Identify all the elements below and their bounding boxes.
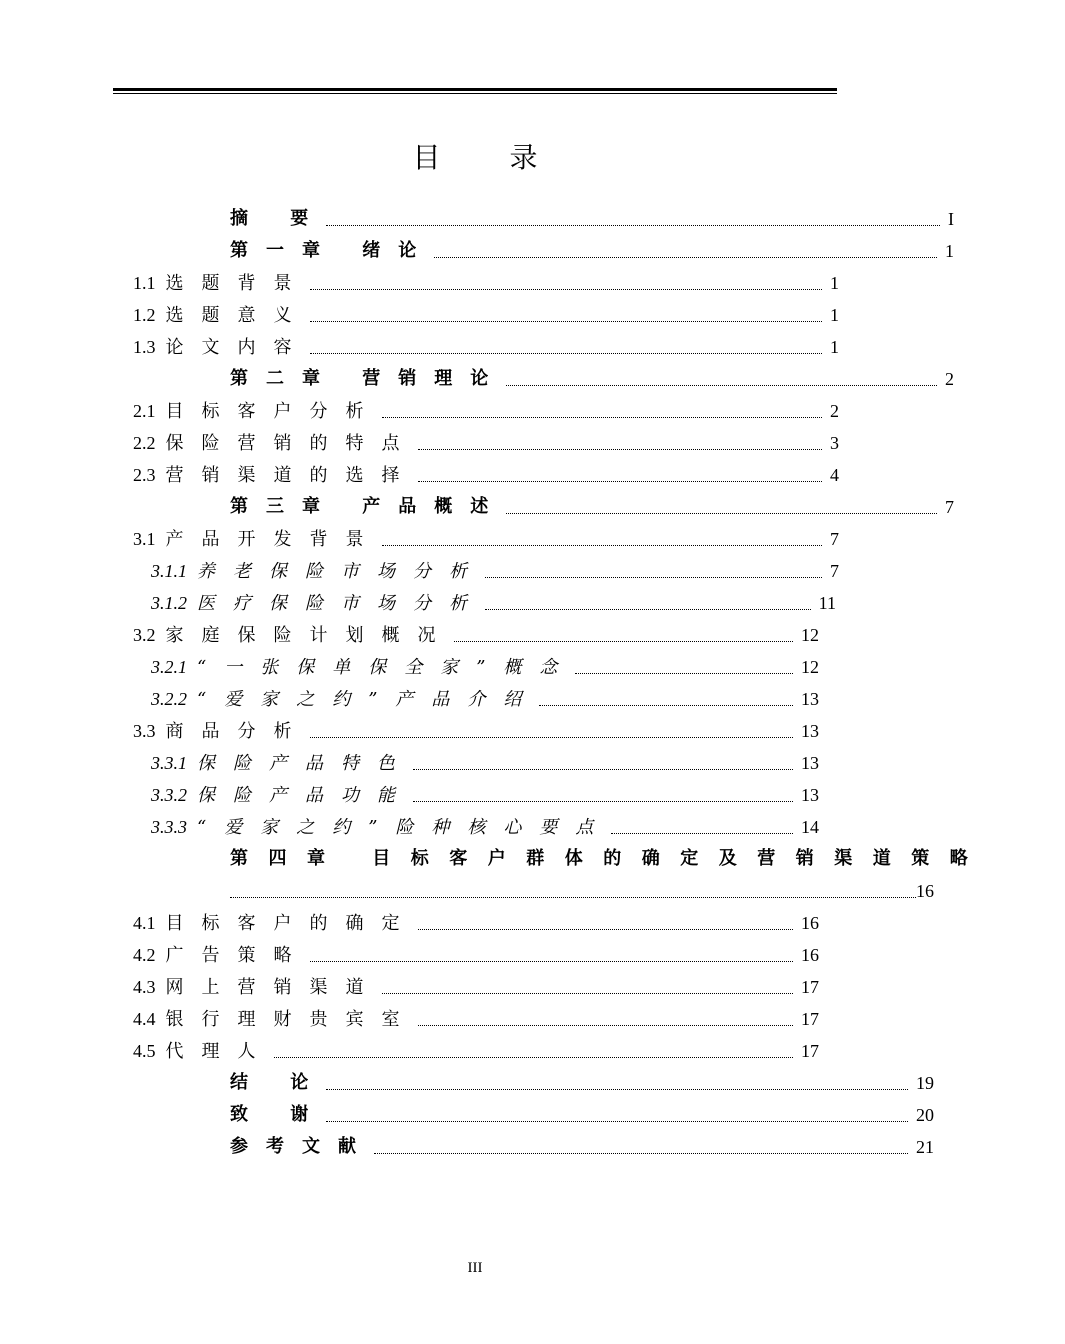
- toc-leader-dots: [374, 1153, 908, 1154]
- toc-leader-dots: [382, 545, 823, 546]
- toc-entry-title: 商品分析: [165, 720, 310, 742]
- toc-entry-page: 17: [801, 1009, 819, 1029]
- toc-entry-page: 17: [801, 977, 819, 997]
- toc-entry: [0, 523, 950, 555]
- toc-entry-page: 13: [801, 721, 819, 741]
- toc-leader-dots: [326, 1121, 908, 1122]
- page-title: 目 录: [412, 141, 568, 174]
- toc-entry-label: [230, 1131, 374, 1163]
- toc-entry: [0, 267, 950, 299]
- toc-entry-page: I: [948, 209, 954, 229]
- toc-entry-continuation: [115, 875, 1065, 907]
- toc-entry-page: 7: [830, 561, 839, 581]
- toc-entry-page: 19: [916, 1073, 934, 1093]
- toc-entry-page: 14: [801, 817, 819, 837]
- toc-entry-title: 第二章 营销理论: [230, 368, 507, 389]
- toc-entry-page: 21: [916, 1137, 934, 1157]
- toc-entry-page: 16: [801, 913, 819, 933]
- toc-entry-page: 17: [801, 1041, 819, 1061]
- toc-leader-dots: [310, 321, 823, 322]
- toc-entry-page: 16: [916, 881, 934, 901]
- toc-entry-label: [230, 1067, 326, 1099]
- header-rule-thin: [113, 93, 837, 94]
- toc-entry-label: [151, 651, 575, 684]
- toc-entry-title: 参考文献: [230, 1136, 374, 1157]
- toc-leader-dots: [418, 1025, 794, 1026]
- toc-leader-dots: [485, 609, 811, 610]
- toc-entry: [0, 1035, 950, 1067]
- toc-entry-number: 1.3: [133, 336, 156, 357]
- toc-leader-dots: [413, 801, 793, 802]
- toc-entry: [0, 587, 950, 619]
- toc-entry-title: “爱家之约”险种核心要点: [197, 816, 612, 838]
- toc-entry-title: 选题意义: [165, 304, 310, 326]
- toc-entry: [0, 427, 950, 459]
- toc-entry-title: “爱家之约”产品介绍: [197, 688, 540, 710]
- toc-entry-title: 产品开发背景: [165, 528, 382, 550]
- toc-entry-number: 4.3: [133, 976, 156, 997]
- toc-entry-label: [133, 331, 310, 364]
- toc-entry-title: 保险产品特色: [197, 752, 413, 774]
- toc-entry: [115, 235, 1065, 267]
- toc-entry-page: 13: [801, 689, 819, 709]
- toc-entry-number: 3.3: [133, 720, 156, 741]
- toc-entry: [0, 651, 950, 683]
- toc-entry: [0, 619, 950, 651]
- toc-entry: [0, 747, 950, 779]
- toc-entry-label: [151, 683, 539, 716]
- toc-entry-label: [151, 587, 485, 620]
- toc-entry-label: 第四章 目标客户群体的确定及营销渠道策略: [230, 848, 989, 869]
- toc-entry-number: 3.3.1: [151, 752, 187, 773]
- toc-entry-number: 4.2: [133, 944, 156, 965]
- toc-entry-label: [230, 203, 326, 235]
- toc-entry-title: 第三章 产品概述: [230, 496, 507, 517]
- toc-entry-title: 营销渠道的选择: [165, 464, 418, 486]
- toc-entry: [0, 811, 950, 843]
- toc-entry-number: 3.1.1: [151, 560, 187, 581]
- toc-entry-label: [133, 427, 418, 460]
- toc-entry-title: 目标客户分析: [165, 400, 382, 422]
- toc-leader-dots: [310, 961, 794, 962]
- toc-entry-page: 16: [801, 945, 819, 965]
- toc-entry-title: 摘 要: [230, 208, 327, 229]
- toc-entry-label: [133, 619, 454, 652]
- toc-entry: [115, 203, 1065, 235]
- toc-entry-title: 论文内容: [165, 336, 310, 358]
- toc-leader-dots: [539, 705, 793, 706]
- toc-entry-label: [133, 1035, 274, 1068]
- header-rule-thick: [113, 88, 837, 91]
- footer-page-number: III: [467, 1260, 483, 1276]
- toc-entry-page: 7: [945, 497, 954, 517]
- toc-entry-number: 3.1: [133, 528, 156, 549]
- toc-leader-dots: [413, 769, 793, 770]
- toc-entry-title: 银行理财贵宾室: [165, 1008, 418, 1030]
- toc-entry-number: 3.2.2: [151, 688, 187, 709]
- toc-entry: [0, 779, 950, 811]
- toc-entry: [0, 395, 950, 427]
- toc-entry-label: [133, 395, 382, 428]
- toc-entry-label: [133, 971, 382, 1004]
- toc-entry: [115, 491, 1065, 523]
- toc-entry-title: 选题背景: [165, 272, 310, 294]
- toc-leader-dots: [506, 385, 937, 386]
- toc-entry-title: 医疗保险市场分析: [197, 592, 485, 614]
- toc-entry-page: 4: [830, 465, 839, 485]
- toc-entry-number: 4.4: [133, 1008, 156, 1029]
- toc-entry-page: 3: [830, 433, 839, 453]
- toc-entry-title: 目标客户的确定: [165, 912, 418, 934]
- toc-entry-title: 养老保险市场分析: [197, 560, 485, 582]
- toc-entry: [115, 1099, 1065, 1131]
- toc-entry: [0, 939, 950, 971]
- toc-entry-number: 2.1: [133, 400, 156, 421]
- toc-entry-page: 2: [830, 401, 839, 421]
- table-of-contents: [0, 203, 989, 1163]
- toc-leader-dots: [454, 641, 794, 642]
- toc-entry: [0, 907, 950, 939]
- toc-leader-dots: [230, 897, 916, 898]
- toc-leader-dots: [418, 449, 823, 450]
- toc-entry-label: [133, 267, 310, 300]
- toc-entry-label: [151, 779, 413, 812]
- toc-entry-number: 3.2: [133, 624, 156, 645]
- toc-entry-title: 保险产品功能: [197, 784, 413, 806]
- toc-entry-label: [151, 555, 485, 588]
- toc-leader-dots: [418, 481, 823, 482]
- toc-entry-label: [133, 523, 382, 556]
- toc-entry: [115, 1067, 1065, 1099]
- toc-entry-label: [230, 235, 434, 267]
- toc-entry-number: 4.1: [133, 912, 156, 933]
- toc-entry-title: 广告策略: [165, 944, 310, 966]
- toc-entry-title: 致 谢: [230, 1104, 327, 1125]
- toc-entry-title: 第一章 绪论: [230, 240, 435, 261]
- toc-entry: [0, 715, 950, 747]
- toc-leader-dots: [485, 577, 822, 578]
- toc-entry: [0, 299, 950, 331]
- toc-entry-page: 2: [945, 369, 954, 389]
- toc-entry-label: [151, 811, 611, 844]
- toc-entry-label: [133, 459, 418, 492]
- toc-entry-page: 11: [818, 593, 836, 613]
- toc-leader-dots: [611, 833, 793, 834]
- toc-entry: [0, 1003, 950, 1035]
- toc-entry-number: 3.2.1: [151, 656, 187, 677]
- toc-entry-number: 4.5: [133, 1040, 156, 1061]
- toc-leader-dots: [382, 993, 794, 994]
- header-rule: [113, 88, 837, 94]
- toc-entry-page: 7: [830, 529, 839, 549]
- toc-entry: [0, 459, 950, 491]
- toc-entry-page: 13: [801, 785, 819, 805]
- toc-entry-number: 2.3: [133, 464, 156, 485]
- toc-entry: [115, 363, 1065, 395]
- toc-leader-dots: [326, 225, 940, 226]
- toc-entry-page: 1: [945, 241, 954, 261]
- toc-entry-page: 12: [801, 625, 819, 645]
- toc-entry-page: 20: [916, 1105, 934, 1125]
- toc-leader-dots: [326, 1089, 908, 1090]
- toc-leader-dots: [274, 1057, 794, 1058]
- toc-leader-dots: [310, 289, 823, 290]
- toc-entry-label: [151, 747, 413, 780]
- toc-entry-title: “一张保单保全家”概念: [197, 656, 576, 678]
- toc-leader-dots: [310, 353, 823, 354]
- toc-entry-page: 1: [830, 305, 839, 325]
- toc-entry-number: 2.2: [133, 432, 156, 453]
- toc-entry-title: 结 论: [230, 1072, 327, 1093]
- toc-entry-number: 3.3.2: [151, 784, 187, 805]
- toc-entry-label: [230, 1099, 326, 1131]
- toc-entry-page: 13: [801, 753, 819, 773]
- toc-entry-title: 家庭保险计划概况: [165, 624, 454, 646]
- toc-entry-number: 1.2: [133, 304, 156, 325]
- toc-entry-page: 1: [830, 273, 839, 293]
- toc-entry-label: [133, 939, 310, 972]
- toc-entry: [0, 555, 950, 587]
- toc-entry: [0, 683, 950, 715]
- toc-entry-label: [230, 491, 506, 523]
- toc-entry: [0, 331, 950, 363]
- toc-leader-dots: [382, 417, 823, 418]
- toc-entry-label: [133, 1003, 418, 1036]
- toc-entry-page: 1: [830, 337, 839, 357]
- toc-entry-number: 3.3.3: [151, 816, 187, 837]
- toc-entry-label: [133, 299, 310, 332]
- toc-entry-label: [230, 363, 506, 395]
- toc-leader-dots: [575, 673, 793, 674]
- toc-entry: [115, 843, 1065, 875]
- toc-leader-dots: [418, 929, 794, 930]
- toc-entry-number: 3.1.2: [151, 592, 187, 613]
- toc-entry-number: 1.1: [133, 272, 156, 293]
- toc-entry-title: 代理人: [165, 1040, 274, 1062]
- toc-entry-title: 保险营销的特点: [165, 432, 418, 454]
- toc-entry: [115, 1131, 1065, 1163]
- toc-entry-title: 网上营销渠道: [165, 976, 382, 998]
- toc-entry-label: [133, 907, 418, 940]
- toc-entry-page: 12: [801, 657, 819, 677]
- toc-leader-dots: [506, 513, 937, 514]
- toc-leader-dots: [434, 257, 937, 258]
- toc-entry-label: [133, 715, 310, 748]
- toc-leader-dots: [310, 737, 794, 738]
- toc-entry: [0, 971, 950, 1003]
